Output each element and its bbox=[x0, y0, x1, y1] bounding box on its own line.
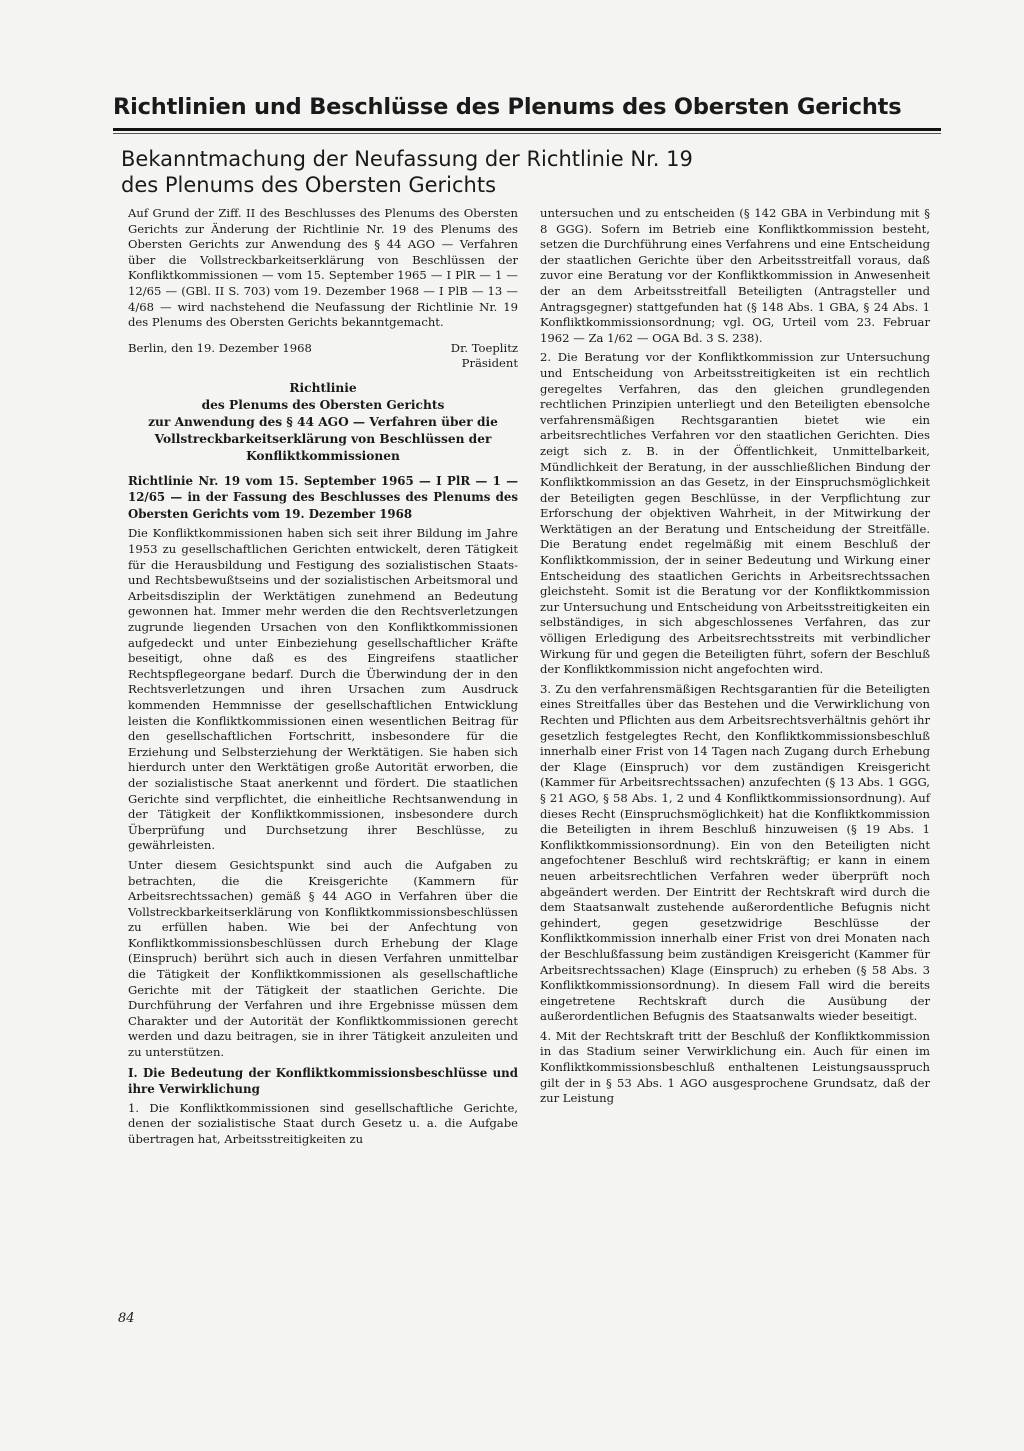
directive-subtitle: Richtlinie Nr. 19 vom 15. September 1965 — I PlR — 1 — 12/65 — in der Fassung des Beschlusses des Plenums des Obersten Gerichts vom 19. Dezember 1968 bbox=[128, 473, 518, 521]
section-heading-I: I. Die Bedeutung der Konfliktkommissionsbeschlüsse und ihre Verwirklichung bbox=[128, 1065, 518, 1096]
place-date: Berlin, den 19. Dezember 1968 bbox=[128, 340, 312, 355]
paragraph-preamble-2: Unter diesem Gesichtspunkt sind auch die Aufgaben zu betrachten, die die Kreisgerichte (Kammern für Arbeitsrechtssachen) gemäß § 44 AGO in Verfahren über die Vollstreckbarkeitserklärung von Konfliktkommissionsbeschlüssen zu erfüllen haben. Wie bei der Anfechtung von Konfliktkommissionsbeschlüssen durch Erhebung der Klage (Einspruch) berührt sich auch in diesen Verfahren unmittelbar die Tätigkeit der Konfliktkommissionen als gesellschaftliche Gerichte mit der Tätigkeit der staatlichen Gerichte. Die Durchführung der Verfahren und ihre Ergebnisse müssen dem Charakter und der Autorität der Konfliktkommissionen gerecht werden und dazu beitragen, sie in ihrer Tätigkeit anzuleiten und zu unterstützen. bbox=[128, 857, 518, 1060]
right-column bbox=[540, 206, 930, 1111]
directive-title bbox=[128, 380, 518, 465]
directive-title-line-2: des Plenums des Obersten Gerichts bbox=[201, 397, 445, 412]
intro-paragraph: Auf Grund der Ziff. II des Beschlusses des Plenums des Obersten Gerichts zur Änderung der Richtlinie Nr. 19 des Plenums des Obersten Gerichts zur Anwendung des § 44 AGO — Verfahren über die Vollstreckbarkeitserklärung von Beschlüssen der Konfliktkommissionen — vom 15. September 1965 — I PlR — 1 — 12/65 — (GBl. II S. 703) vom 19. Dezember 1968 — I PlB — 13 — 4/68 — wird nachstehend die Neufassung der Richtlinie Nr. 19 des Plenums des Obersten Gerichts bekanntgemacht. bbox=[128, 206, 518, 330]
section-heading: Richtlinien und Beschlüsse des Plenums des Obersten Gerichts bbox=[113, 94, 902, 120]
directive-title-line-1: Richtlinie bbox=[289, 380, 357, 395]
signature-block bbox=[451, 341, 518, 372]
place-date-signature bbox=[128, 341, 518, 372]
page-number: 84 bbox=[118, 1311, 135, 1326]
signer-name: Dr. Toeplitz bbox=[450, 340, 518, 355]
paragraph-preamble-1: Die Konfliktkommissionen haben sich seit ihrer Bildung im Jahre 1953 zu gesellschaftlichen Gerichten entwickelt, deren Tätigkeit für die Herausbildung und Festigung des sozialistischen Staats- und Rechtsbewußtseins und der sozialistischen Arbeitsmoral und Arbeitsdisziplin der Werktätigen zunehmend an Bedeutung gewonnen hat. Immer mehr werden die den Rechtsverletzungen zugrunde liegenden Ursachen von den Konfliktkommissionen aufgedeckt und unter Einbeziehung gesellschaftlicher Kräfte beseitigt, ohne daß es des Eingreifens staatlicher Rechtspflegeorgane bedarf. Durch die Überwindung der in den Rechtsverletzungen und ihren Ursachen zum Ausdruck kommenden Hemmnisse der gesellschaftlichen Entwicklung leisten die Konfliktkommissionen einen wesentlichen Beitrag für den gesellschaftlichen Fortschritt, insbesondere für die Erziehung und Selbsterziehung der Werktätigen. Sie haben sich hierdurch unter den Werktätigen große Autorität erworben, die der sozialistische Staat anerkennt und fördert. Die staatlichen Gerichte sind verpflichtet, die einheitliche Rechtsanwendung in der Tätigkeit der Konfliktkommissionen, insbesondere durch Überprüfung und Durchsetzung ihrer Beschlüsse, zu gewährleisten. bbox=[128, 526, 518, 853]
title-line-2: des Plenums des Obersten Gerichts bbox=[121, 173, 497, 197]
signer-title: Präsident bbox=[461, 356, 518, 371]
left-column bbox=[128, 206, 518, 1151]
paragraph-1-continued: untersuchen und zu entscheiden (§ 142 GBA in Verbindung mit § 8 GGG). Sofern im Betrieb eine Konfliktkommission besteht, setzen die Durchführung eines Verfahrens und eine Entscheidung der staatlichen Gerichte über den Arbeitsstreitfall voraus, daß zuvor eine Beratung vor der Konfliktkommission in Anwesenheit der an dem Arbeitsstreitfall Beteiligten (Antragsteller und Antragsgegner) stattgefunden hat (§ 148 Abs. 1 GBA, § 24 Abs. 1 Konfliktkommissionsordnung; vgl. OG, Urteil vom 23. Februar 1962 — Za 1/62 — OGA Bd. 3 S. 238). bbox=[540, 206, 930, 345]
paragraph-4: 4. Mit der Rechtskraft tritt der Beschluß der Konfliktkommission in das Stadium seiner Verwirklichung ein. Auch für einen im Konfliktkommissionsbeschluß enthaltenen Leistungsausspruch gilt der in § 53 Abs. 1 AGO ausgesprochene Grundsatz, daß der zur Leistung bbox=[540, 1028, 930, 1106]
paragraph-1: 1. Die Konfliktkommissionen sind gesellschaftliche Gerichte, denen der sozialistische Staat durch Gesetz u. a. die Aufgabe übertragen hat, Arbeitsstreitigkeiten zu bbox=[128, 1100, 518, 1146]
document-title bbox=[121, 146, 881, 198]
title-line-1: Bekanntmachung der Neufassung der Richtlinie Nr. 19 bbox=[121, 147, 693, 171]
paragraph-3: 3. Zu den verfahrensmäßigen Rechtsgarantien für die Beteiligten eines Streitfalles über das Bestehen und die Verwirklichung von Rechten und Pflichten aus dem Arbeitsrechtsverhältnis gehört ihr gesetzlich festgelegtes Recht, den Konfliktkommissionsbeschluß innerhalb einer Frist von 14 Tagen nach Zugang durch Erhebung der Klage (Einspruch) vor dem zuständigen Kreisgericht (Kammer für Arbeitsrechtssachen) anzufechten (§ 13 Abs. 1 GGG, § 21 AGO, § 58 Abs. 1, 2 und 4 Konfliktkommissionsordnung). Auf dieses Recht (Einspruchsmöglichkeit) hat die Konfliktkommission die Beteiligten in ihrem Beschluß hinzuweisen (§ 19 Abs. 1 Konfliktkommissionsordnung). Ein von den Beteiligten nicht angefochtener Beschluß wird rechtskräftig; er kann in einem neuen arbeitsrechtlichen Verfahren weder überprüft noch abgeändert werden. Der Eintritt der Rechtskraft wird durch die dem Staatsanwalt zustehende außerordentliche Befugnis nicht gehindert, gegen gesetzwidrige Beschlüsse der Konfliktkommission innerhalb einer Frist von drei Monaten nach der Beschlußfassung beim zuständigen Kreisgericht (Kammer für Arbeitsrechtssachen) Klage (Einspruch) zu erheben (§ 58 Abs. 3 Konfliktkommissionsordnung). In diesem Fall wird die bereits eingetretene Rechtskraft durch die Ausübung der außerordentlichen Befugnis des Staatsanwalts wieder beseitigt. bbox=[540, 681, 930, 1024]
directive-title-line-3: zur Anwendung des § 44 AGO — Verfahren über die Vollstreckbarkeitserklärung von Beschlüssen der Konfliktkommissionen bbox=[148, 414, 498, 463]
paragraph-2: 2. Die Beratung vor der Konfliktkommission zur Untersuchung und Entscheidung von Arbeitsstreitigkeiten ist ein rechtlich geregeltes Verfahren, das den gleichen grundlegenden rechtlichen Prinzipien unterliegt und den Beteiligten ebensolche verfahrensmäßigen Rechtsgarantien bietet wie ein arbeitsrechtliches Verfahren vor den staatlichen Gerichten. Dies zeigt sich z. B. in der Öffentlichkeit, Unmittelbarkeit, Mündlichkeit der Beratung, in der ausschließlichen Bindung der Konfliktkommission an das Gesetz, in der Einspruchsmöglichkeit der Beteiligten gegen Beschlüsse, in der Verpflichtung zur Erforschung der objektiven Wahrheit, in der Mitwirkung der Werktätigen an der Beratung und Entscheidung der Streitfälle. Die Beratung endet regelmäßig mit einem Beschluß der Konfliktkommission, der in seiner Bedeutung und Wirkung einer Entscheidung des staatlichen Gerichts in Arbeitsrechtssachen gleichsteht. Somit ist die Beratung vor der Konfliktkommission zur Untersuchung und Entscheidung von Arbeitsstreitigkeiten ein selbständiges, in sich abgeschlossenes Verfahren, das zur völligen Erledigung des Arbeitsrechtsstreits mit verbindlicher Wirkung für und gegen die Beteiligten führt, sofern der Beschluß der Konfliktkommission nicht angefochten wird. bbox=[540, 350, 930, 677]
heading-rule bbox=[113, 128, 941, 131]
heading-rule-thin bbox=[113, 133, 941, 134]
